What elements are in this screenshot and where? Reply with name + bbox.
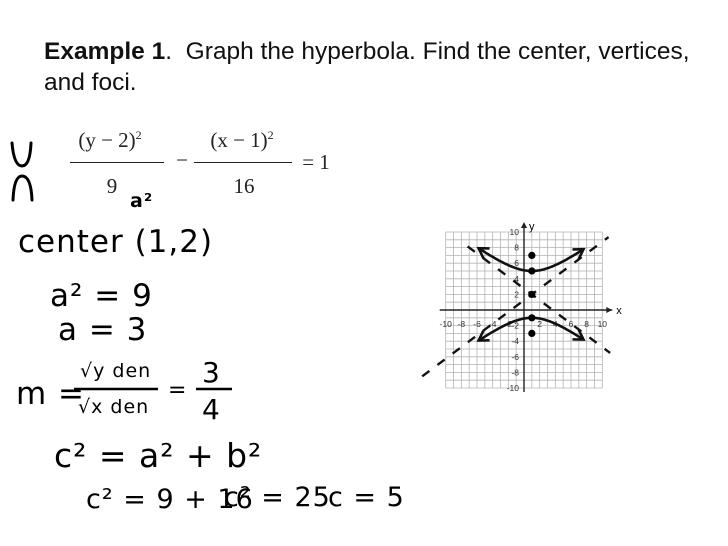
focus-point bbox=[528, 330, 535, 337]
slope-value-numerator: 3 bbox=[202, 356, 221, 389]
center-note: center (1,2) bbox=[18, 224, 214, 260]
slope-value-denominator: 4 bbox=[202, 393, 221, 426]
y-tick-label: 8 bbox=[514, 242, 519, 253]
y-tick-label: 4 bbox=[514, 273, 519, 284]
denominator-a-squared-note: a² bbox=[130, 190, 154, 212]
a-squared-note: a² = 9 bbox=[50, 278, 153, 314]
problem-text: Graph the hyperbola. Find the center, vertices, and foci. bbox=[44, 38, 690, 96]
x-axis-arrow bbox=[606, 307, 612, 313]
x-tick-label: 2 bbox=[537, 319, 543, 329]
focus-point bbox=[528, 252, 535, 259]
slope-label: m = bbox=[16, 376, 86, 412]
x-tick-label: -4 bbox=[488, 319, 497, 329]
term1-numerator: $(y - 2)^2$ bbox=[78, 128, 142, 152]
y-axis-label: y bbox=[529, 221, 535, 233]
term2-denominator: 16 bbox=[233, 174, 255, 198]
center-point bbox=[528, 291, 535, 298]
example-label-period: . bbox=[165, 38, 173, 65]
c-value-note: c = 5 bbox=[328, 482, 405, 513]
x-tick-label: -6 bbox=[473, 319, 481, 329]
x-tick-label: 8 bbox=[584, 319, 590, 329]
minus-sign: − bbox=[176, 148, 188, 172]
slope-equals: = bbox=[168, 378, 188, 403]
term2-numerator: $(x - 1)^2$ bbox=[210, 128, 274, 152]
c-sum-note: c² = 9 + 16 bbox=[86, 484, 254, 515]
term1-exponent: 2 bbox=[135, 128, 142, 142]
y-tick-label: -6 bbox=[511, 351, 519, 362]
x-tick-label: 10 bbox=[597, 319, 608, 329]
c-squared-note: c² = 25 bbox=[224, 482, 331, 513]
y-tick-label: -10 bbox=[506, 383, 519, 393]
y-axis-arrow bbox=[521, 222, 527, 228]
vertex-point bbox=[528, 314, 535, 321]
upper-branch bbox=[479, 248, 582, 271]
term1-denominator: 9 bbox=[106, 174, 118, 198]
y-tick-label: -2 bbox=[511, 320, 519, 331]
slope-numerator: √y den bbox=[80, 360, 152, 382]
x-axis-label: x bbox=[616, 305, 622, 317]
x-tick-label: -2 bbox=[504, 319, 513, 329]
y-tick-label: 10 bbox=[509, 227, 519, 237]
x-tick-label: -8 bbox=[457, 319, 466, 329]
asymptote-negative-slope bbox=[468, 246, 611, 352]
c-formula-note: c² = a² + b² bbox=[54, 436, 263, 475]
y-tick-label: 2 bbox=[514, 289, 519, 300]
term2-exponent: 2 bbox=[267, 128, 274, 142]
x-tick-label: 4 bbox=[552, 319, 558, 329]
equals-one: = 1 bbox=[302, 150, 330, 174]
a-value-note: a = 3 bbox=[58, 312, 148, 348]
x-tick-label: -10 bbox=[439, 319, 452, 329]
example-label: Example 1 bbox=[44, 38, 166, 65]
y-tick-label: 6 bbox=[514, 258, 519, 269]
y-tick-label: -4 bbox=[511, 336, 519, 347]
x-tick-label: 6 bbox=[568, 319, 574, 329]
vertex-point bbox=[528, 267, 535, 274]
y-tick-label: -8 bbox=[511, 367, 519, 378]
slope-denominator: √x den bbox=[78, 396, 150, 418]
